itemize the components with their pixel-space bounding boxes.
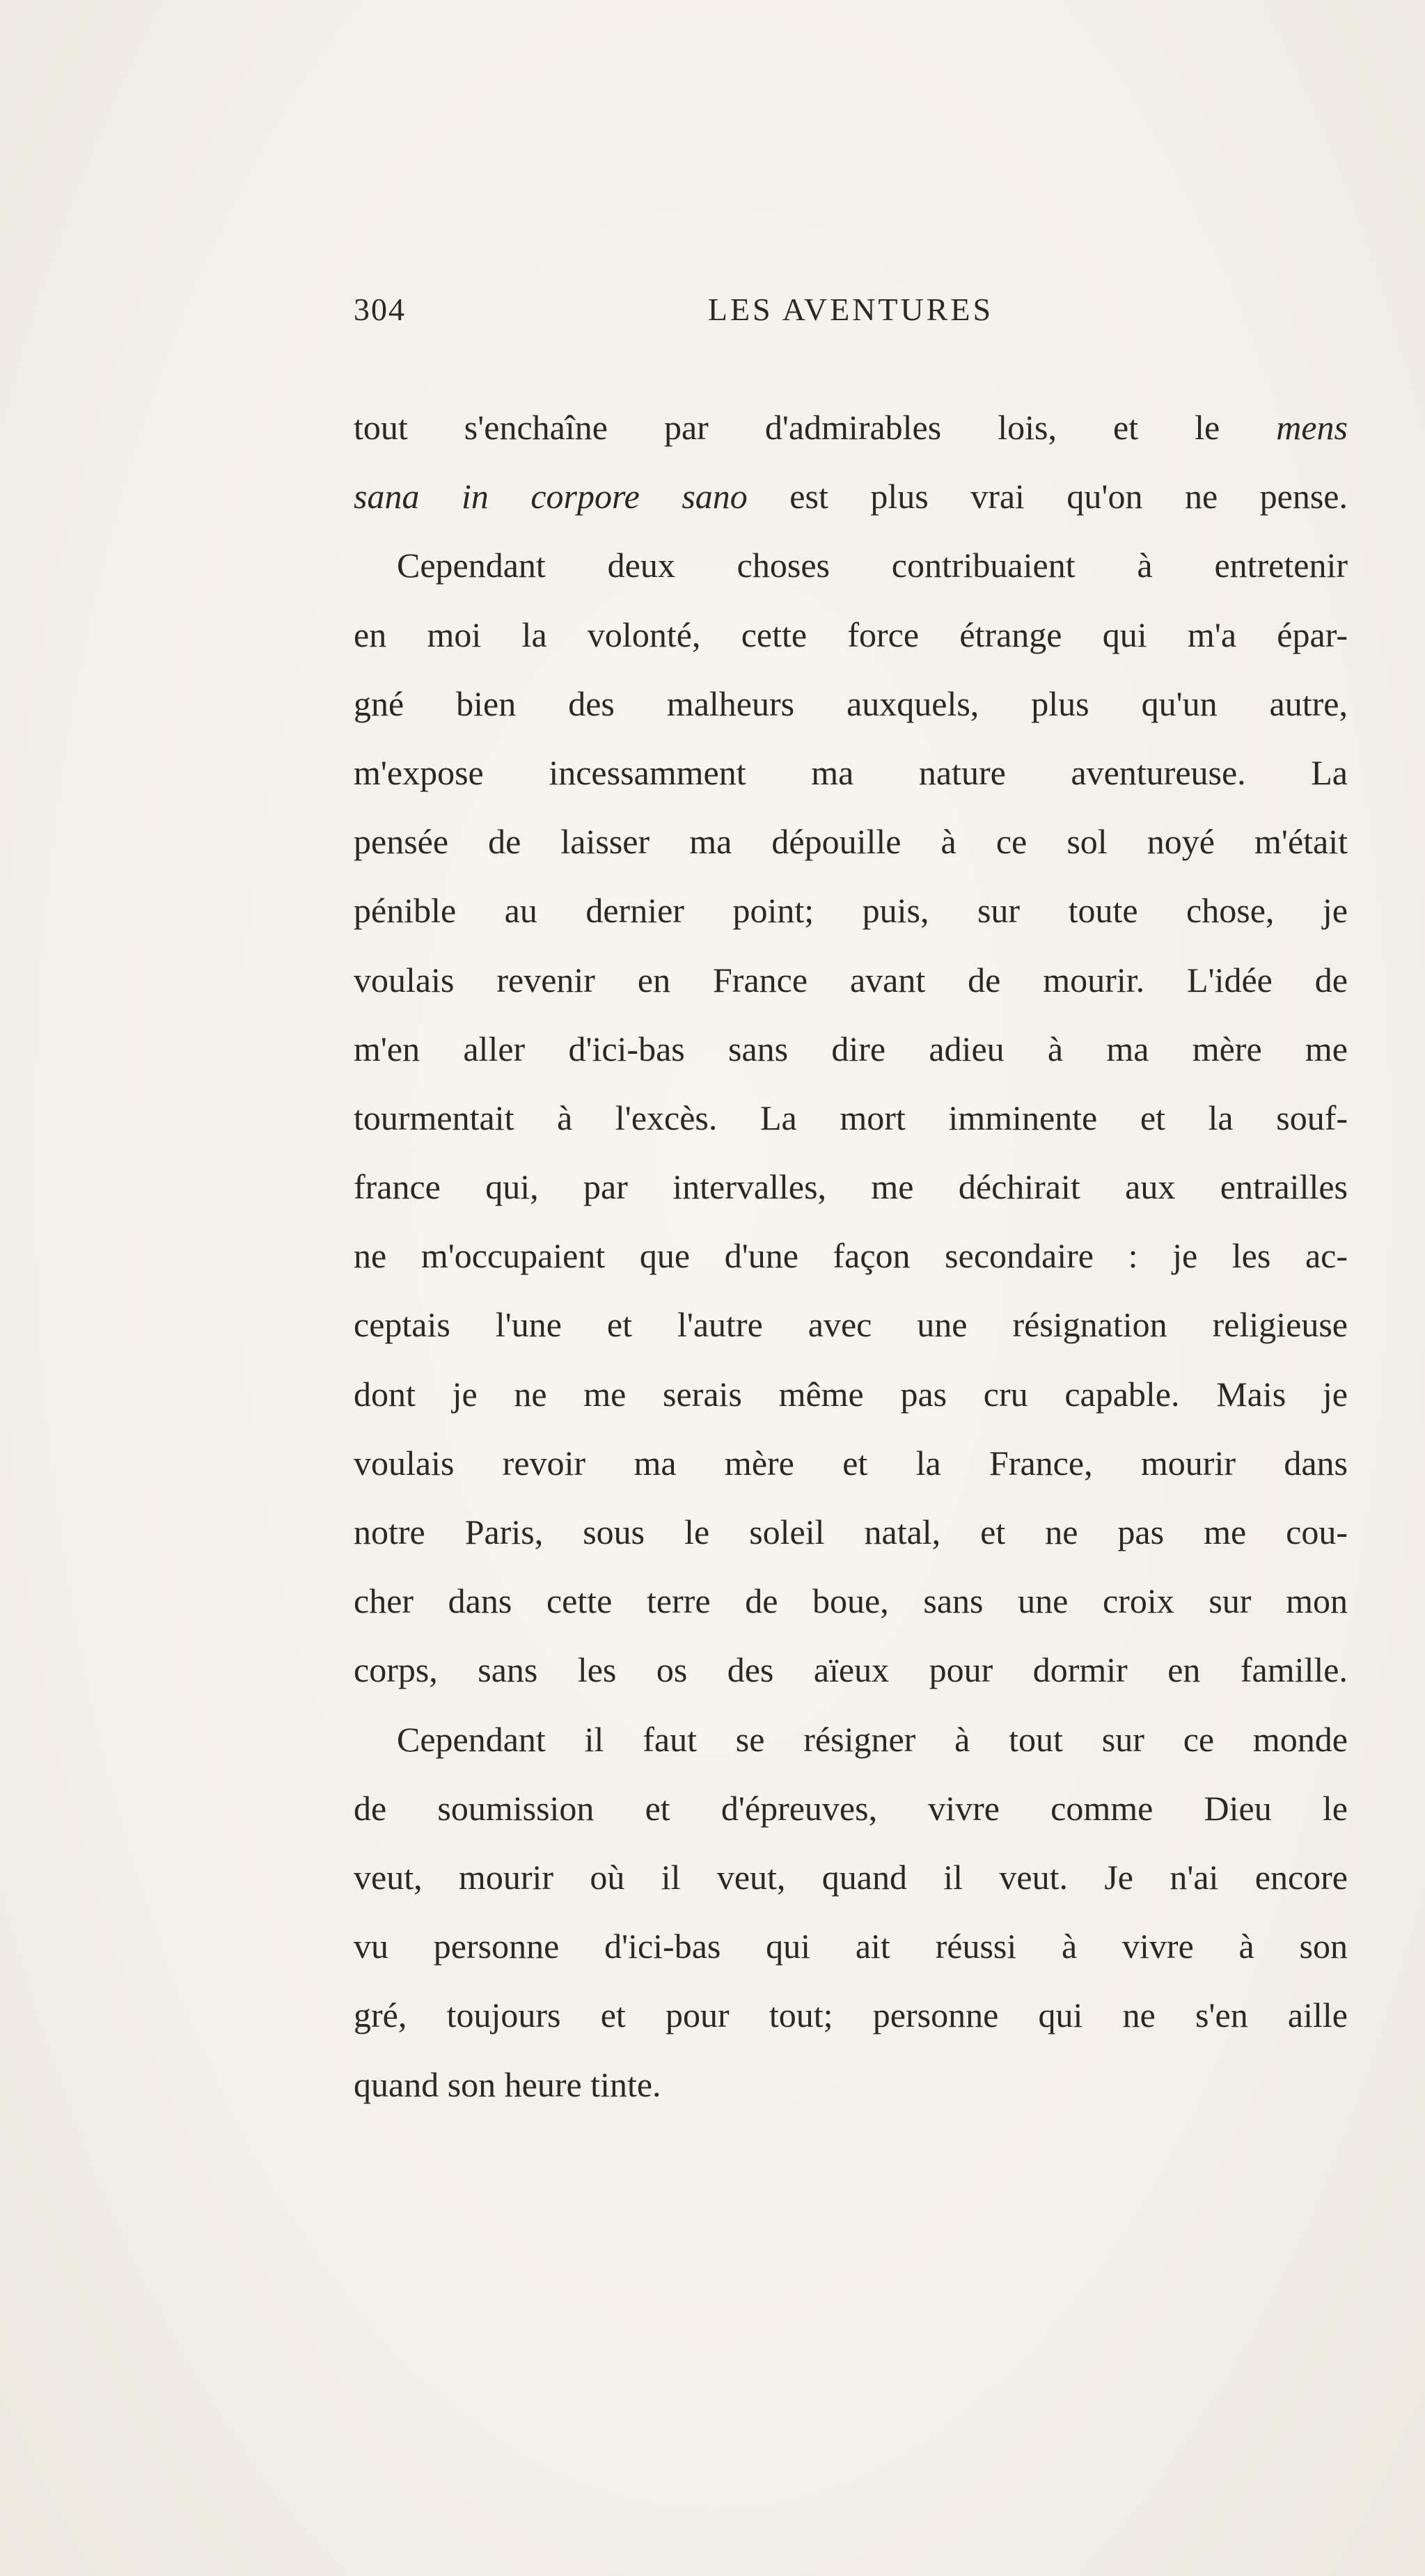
text-line: Cependant deux choses contribuaient à entretenir: [397, 546, 1348, 585]
italic-phrase: sana in corpore sano: [354, 477, 748, 516]
text-line: quand son heure tinte.: [354, 2064, 661, 2104]
text-line: de soumission et d'épreuves, vivre comme Dieu le: [354, 1788, 1348, 1828]
text-line: cher dans cette terre de boue, sans une croix sur mon: [354, 1581, 1348, 1621]
running-head: LES AVENTURES: [707, 292, 994, 327]
page-number: 304: [354, 292, 406, 327]
text-line: veut, mourir où il veut, quand il veut. Je n'ai encore: [354, 1857, 1348, 1897]
text-line: voulais revoir ma mère et la France, mourir dans: [354, 1443, 1348, 1483]
text-line: gré, toujours et pour tout; personne qui ne s'en aille: [354, 1996, 1348, 2035]
text-line: sana in corpore sano est plus vrai qu'on ne pense.: [354, 477, 1348, 516]
text-line: ceptais l'une et l'autre avec une résignation religieuse: [354, 1305, 1348, 1345]
text-line: ne m'occupaient que d'une façon secondaire : je les ac-: [354, 1236, 1348, 1276]
text-line: dont je ne me serais même pas cru capable. Mais je: [354, 1374, 1348, 1414]
text-line: france qui, par intervalles, me déchirait aux entrailles: [354, 1167, 1348, 1207]
text-line: pensée de laisser ma dépouille à ce sol noyé m'était: [354, 822, 1348, 862]
text-line: en moi la volonté, cette force étrange qui m'a épar-: [354, 615, 1348, 654]
text-line: notre Paris, sous le soleil natal, et ne pas me cou-: [354, 1512, 1348, 1551]
text-line: vu personne d'ici-bas qui ait réussi à vivre à son: [354, 1927, 1348, 1966]
italic-phrase: mens: [1276, 408, 1348, 447]
text-line: pénible au dernier point; puis, sur toute chose, je: [354, 891, 1348, 931]
text-line: corps, sans les os des aïeux pour dormir en famille.: [354, 1650, 1348, 1690]
text-line: tout s'enchaîne par d'admirables lois, et le mens: [354, 408, 1348, 447]
page-header: [354, 291, 1348, 340]
text-line: Cependant il faut se résigner à tout sur ce monde: [397, 1719, 1348, 1759]
text-line: tourmentait à l'excès. La mort imminente et la souf-: [354, 1098, 1348, 1137]
text-line: m'expose incessamment ma nature aventureuse. La: [354, 752, 1348, 792]
text-line: voulais revenir en France avant de mourir. L'idée de: [354, 960, 1348, 999]
text-line: gné bien des malheurs auxquels, plus qu'un autre,: [354, 683, 1348, 723]
text-line: m'en aller d'ici-bas sans dire adieu à ma mère me: [354, 1029, 1348, 1068]
body-text: [354, 393, 1348, 2119]
